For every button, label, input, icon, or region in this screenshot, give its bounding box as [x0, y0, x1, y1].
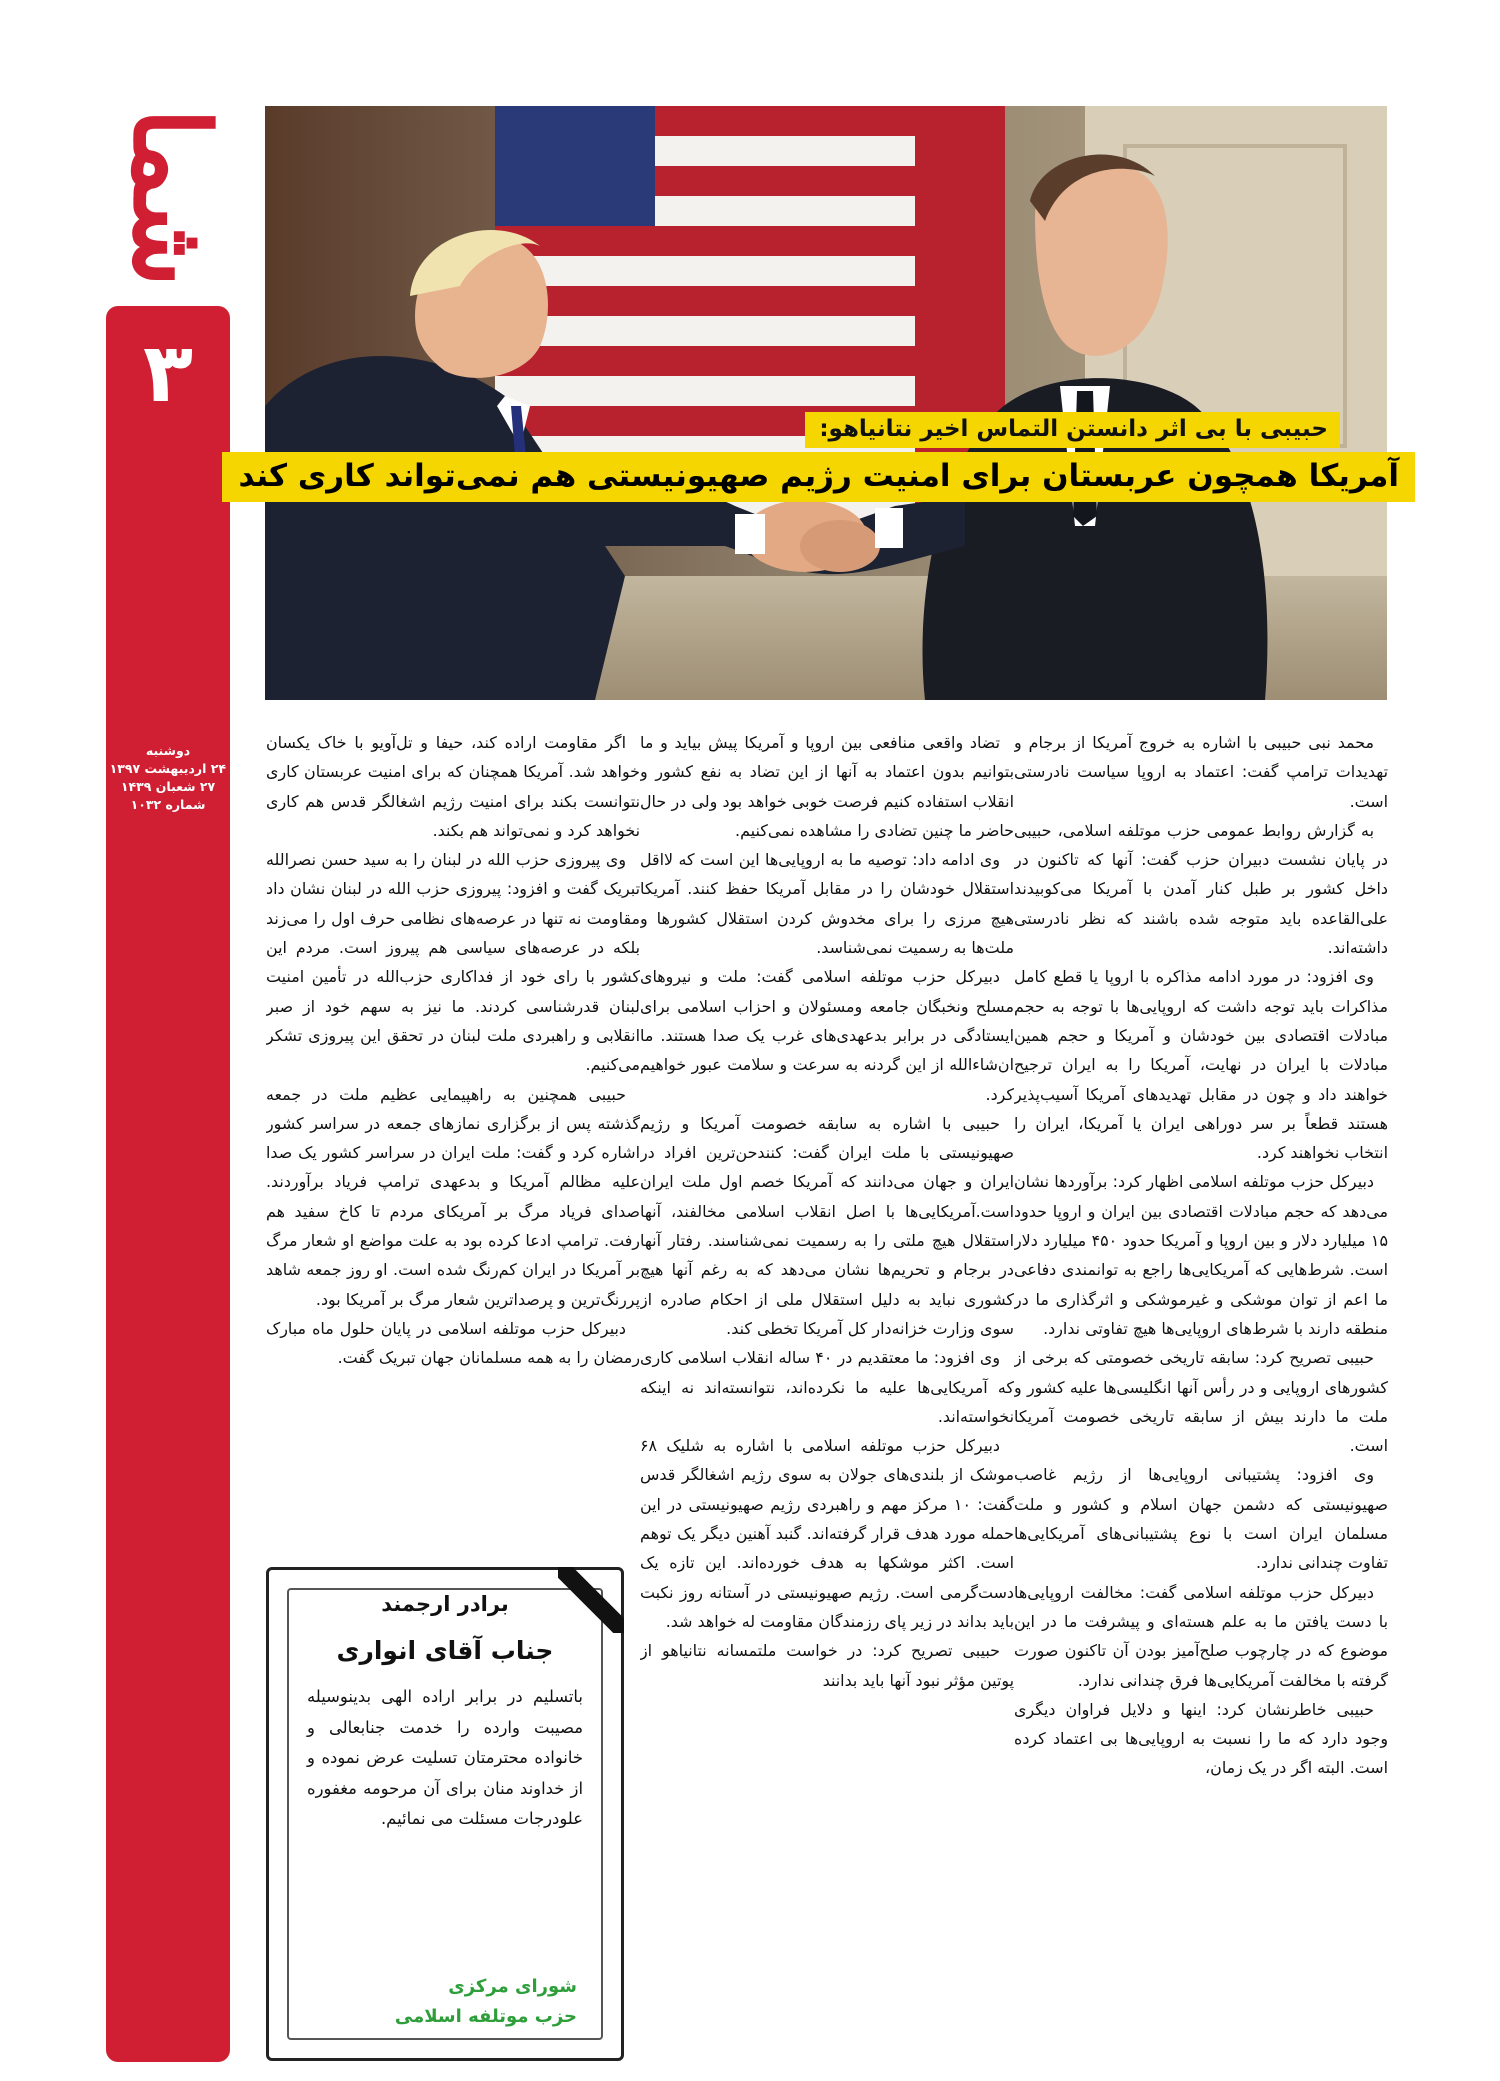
paragraph: حبیبی با اشاره به سابقه خصومت آمریکا و رژیم صهیونیستی با ملت ایران گفت: کنندحن‌ترین افراد در ایران و جهان می‌دانند که آمریکا خصم اول ملت ایران است.آمریکایی‌ها با اصل انقلاب اسلامی مخالفند، آنها استقلال هیچ ملتی را به رسمیت نمی‌شناسند. رفتار آنها در برجام و تحریم‌ها نشان می‌دهد که به رغم آنها هیچ کشوری نباید به دلیل استقلال ملی از احکام صادره از سوی وزارت خزانه‌دار کل آمریکا تخطی کند. [640, 1113, 1014, 1338]
article-column-1 [1014, 728, 1388, 2068]
paragraph: حبیبی تصریح کرد: سابقه تاریخی خصومتی که برخی از کشورهای اروپایی و در رأس آنها انگلیسی‌ها علیه کشور و ملت ما دارند بیش از سابقه تاریخی خصومت آمریکا است. [1014, 1348, 1388, 1456]
issue-meta [110, 742, 226, 814]
condolence-signature-party: حزب موتلفه اسلامی [394, 2006, 577, 2027]
paragraph: دبیرکل حزب موتلفه اسلامی با اشاره به شلیک ۶۸ موشک از بلندی‌های جولان به سوی رژیم اشغالگر قدس گفت: ۱۰ مرکز مهم و راهبردی رژیم صهیونیستی در این حمله مورد هدف قرار گرفته‌اند. گنبد آهنین دیگر یک توهم است. اکثر موشکها به هدف خورده‌اند. این تازه یک دست‌گرمی است. رژیم صهیونیستی در آستانه روز نکبت باید بداند در زیر پای رزمندگان مقاومت له خواهد شد. [640, 1436, 1014, 1631]
issue-strip [106, 306, 230, 2062]
condolence-recipient: جناب آقای انواری [336, 1636, 554, 1665]
lead-photo [265, 106, 1387, 700]
paragraph: حبیبی تصریح کرد: در خواست ملتمسانه نتانیاهو از پوتین مؤثر نبود آنها باید بدانند [640, 1641, 1014, 1690]
issue-weekday: دوشنبه [145, 743, 191, 758]
condolence-title: برادر ارجمند [381, 1592, 509, 1616]
paragraph: محمد نبی حبیبی با اشاره به خروج آمریکا از برجام و تهدیدات ترامپ گفت: اعتماد به اروپا سیاست نادرستی است. [1014, 733, 1388, 811]
condolence-message: باتسلیم در برابر اراده الهی بدینوسیله مصیبت وارده را خدمت جنابعالی و خانواده محترمتان تسلیت عرض نموده و از خداوند منان برای آن مرحومه مغفوره علودرجات مسئلت می نمائیم. [307, 1687, 583, 1828]
article-kicker: حبیبی با بی اثر دانستن التماس اخیر نتانیاهو: [805, 412, 1340, 448]
paragraph: دبیرکل حزب موتلفه اسلامی گفت: مخالفت اروپایی‌ها با دست یافتن ما به علم هسته‌ای و پیشرفت ما در این موضوع که در چارچوب صلح‌آمیز بودن آن تاکنون صورت گرفته با مخالفت آمریکایی‌ها فرق چندانی ندارد. [1014, 1582, 1388, 1690]
issue-date-solar: ۲۴ اردیبهشت ۱۳۹۷ [109, 761, 226, 776]
paragraph: حبیبی همچنین به راهپیمایی عظیم ملت در جمعه گذشته پس از برگزاری نمازهای جمعه در سراسر کشور اشاره کرد و گفت: ملت ایران در سراسر کشور یک صدا علیه مظالم آمریکا و بدعهدی ترامپ فریاد برآوردند. صدای فریاد مرگ بر آمریکای مردم تا کاخ سفید هم رفت. ترامپ ادعا کرده بود به علت مواضع او شعار مرگ بر آمریکا در ایران کم‌رنگ شده است. او روز جمعه شاهد پررنگ‌ترین و پرصداترین شعار مرگ بر آمریکا بود. [266, 1084, 640, 1309]
paragraph: وی افزود: ما معتقدیم در ۴۰ ساله انقلاب اسلامی کاری که آمریکایی‌ها علیه ما نکرده‌اند، نتوانسته‌اند نه اینکه نخواسته‌اند. [640, 1348, 1014, 1426]
paragraph: دبیرکل حزب موتلفه اسلامی گفت: ملت و نیروهای مسلح ونخبگان جامعه ومسئولان و احزاب اسلامی برای ایستادگی در برابر بدعهدی‌های غرب یک صدا هستند. ما ان‌شاءالله از این گردنه به سرعت و سلامت عبور خواهیم کرد. [640, 967, 1014, 1104]
condolence-signature-council: شورای مرکزی [448, 1976, 577, 1997]
paragraph: وی افزود: پشتیبانی اروپایی‌ها از رژیم غاصب صهیونیستی که دشمن جهان اسلام و کشور و ملت مسلمان ایران است با نوع پشتیبانی‌های آمریکایی‌ها تفاوت چندانی ندارد. [1014, 1465, 1388, 1573]
handshake-photo-illustration [265, 106, 1387, 700]
paragraph: به گزارش روابط عمومی حزب موتلفه اسلامی، حبیبی در پایان نشست دبیران حزب گفت: آنها که تاکنون در داخل کشور بر طبل کنار آمدن با آمریکا می‌کوبیدند علی‌القاعده باید متوجه شده باشند که نظر نادرستی داشته‌اند. [1014, 820, 1388, 958]
paragraph: اگر مقاومت اراده کند، حیفا و تل‌آویو با خاک یکسان خواهد شد. آمریکا همچنان که برای امنیت عربستان کاری نتوانست بکند برای امنیت رژیم اشغالگر قدس هم کاری نخواهد کرد و نمی‌تواند هم بکند. [266, 733, 640, 840]
page-number: ۳ [142, 326, 194, 421]
article-column-3 [266, 728, 640, 1550]
logo-text: شما [110, 107, 233, 287]
paragraph: دبیرکل حزب موتلفه اسلامی اظهار کرد: برآوردها نشان می‌دهد که حجم مبادلات اقتصادی بین ایران و اروپا حدود ۱۵ میلیارد دلار و بین اروپا و آمریکا حدود ۴۵۰ میلیارد دلار است. شرط‌هایی که آمریکایی‌ها راجع به توانمندی دفاعی ما اعم از توان موشکی و غیرموشکی و اثرگذاری ما در منطقه دارند با شرط‌های اروپایی‌ها هیچ تفاوتی ندارد. [1014, 1172, 1388, 1338]
article-column-2 [640, 728, 1014, 2068]
article-headline: آمریکا همچون عربستان برای امنیت رژیم صهیونیستی هم نمی‌تواند کاری کند [222, 452, 1415, 502]
paragraph: وی افزود: در مورد ادامه مذاکره با اروپا یا قطع کامل مذاکرات باید توجه داشت که اروپایی‌ها با توجه به حجم مبادلات اقتصادی بین خودشان و آمریکا و حجم همین مبادلات با ایران در نهایت، آمریکا را به ایران ترجیح خواهند داد و چون در مقابل تهدیدهای آمریکا آسیب‌پذیر هستند قطعاً بر سر دوراهی ایران یا آمریکا، ایران را انتخاب نخواهند کرد. [1014, 967, 1388, 1163]
issue-number: شماره ۱۰۳۲ [130, 797, 206, 812]
paragraph: وی پیروزی حزب الله در لبنان را به سید حسن نصرالله تبریک گفت و افزود: پیروزی حزب الله در لبنان نشان داد مقاومت نه تنها در عرصه‌های نظامی حرف اول را می‌زند بلکه در عرصه‌های سیاسی هم پیروز است. مردم این کشور با رای خود از فداکاری حزب‌الله در تأمین امنیت لبنان قدرشناسی کردند. ما نیز به سهم خود از صبر انقلابی و راهبردی ملت لبنان در تحقق این پیروزی تشکر می‌کنیم. [266, 850, 640, 1075]
paragraph: حبیبی خاطرنشان کرد: اینها و دلایل فراوان دیگری وجود دارد که ما را نسبت به اروپایی‌ها بی اعتماد کرده است. البته اگر در یک زمان، [1014, 1699, 1388, 1778]
paragraph: وی ادامه داد: توصیه ما به اروپایی‌ها این است که لااقل استقلال خودشان را در مقابل آمریکا حفظ کنند. آمریکا هیچ مرزی را برای مخدوش کردن استقلال کشورها و ملت‌ها به رسمیت نمی‌شناسد. [640, 850, 1014, 958]
paragraph: دبیرکل حزب موتلفه اسلامی در پایان حلول ماه مبارک رمضان را به همه مسلمانان جهان تبریک گفت. [266, 1318, 640, 1368]
masthead-logo [108, 92, 234, 302]
paragraph: تضاد واقعی منافعی بین اروپا و آمریکا پیش بیاید و ما بتوانیم بدون اعتماد به آنها از این تضاد به نفع کشور و انقلاب استفاده کنیم فرصت خوبی خواهد بود ولی در حال حاضر ما چنین تضادی را مشاهده نمی‌کنیم. [640, 733, 1014, 840]
issue-date-lunar: ۲۷ شعبان ۱۴۳۹ [120, 779, 216, 794]
condolence-box [266, 1567, 624, 2061]
